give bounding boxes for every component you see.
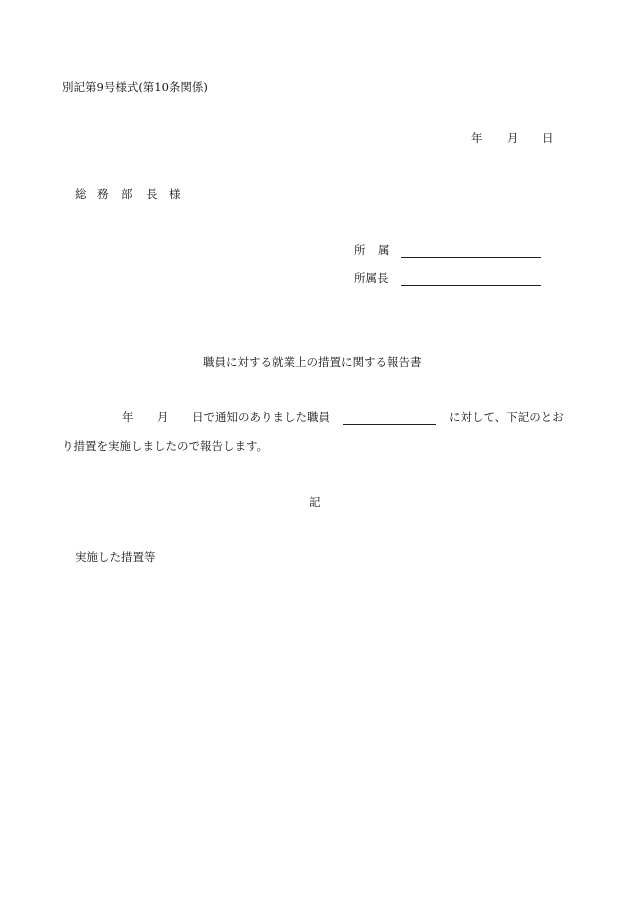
- measures-heading: 実施した措置等: [75, 550, 156, 564]
- employee-name-field-line[interactable]: [343, 424, 436, 425]
- department-head-field-line[interactable]: [401, 285, 541, 286]
- addressee-char: 長: [146, 187, 158, 201]
- form-id-label: 別記第9号様式(第10条関係): [62, 80, 208, 94]
- body-month: 月: [157, 410, 169, 424]
- addressee-char: 部: [121, 187, 133, 201]
- body-line1-end: に対して、下記のとお: [449, 410, 564, 424]
- addressee-char: 総: [75, 187, 87, 201]
- body-line2: り措置を実施しましたので報告します。: [62, 439, 269, 453]
- addressee-honorific: 様: [169, 187, 181, 201]
- addressee-char: 務: [97, 187, 109, 201]
- affiliation-field-line[interactable]: [401, 257, 541, 258]
- affiliation-label-char: 属: [378, 243, 390, 257]
- ki-heading: 記: [309, 495, 321, 509]
- body-year: 年: [122, 410, 134, 424]
- report-title: 職員に対する就業上の措置に関する報告書: [203, 355, 422, 369]
- date-month: 月: [507, 131, 519, 145]
- date-day: 日: [542, 131, 554, 145]
- affiliation-label-char: 所: [354, 243, 366, 257]
- department-head-label: 所属長: [354, 271, 389, 285]
- date-year: 年: [471, 131, 483, 145]
- body-line1-middle: 日で通知のありました職員: [192, 410, 330, 424]
